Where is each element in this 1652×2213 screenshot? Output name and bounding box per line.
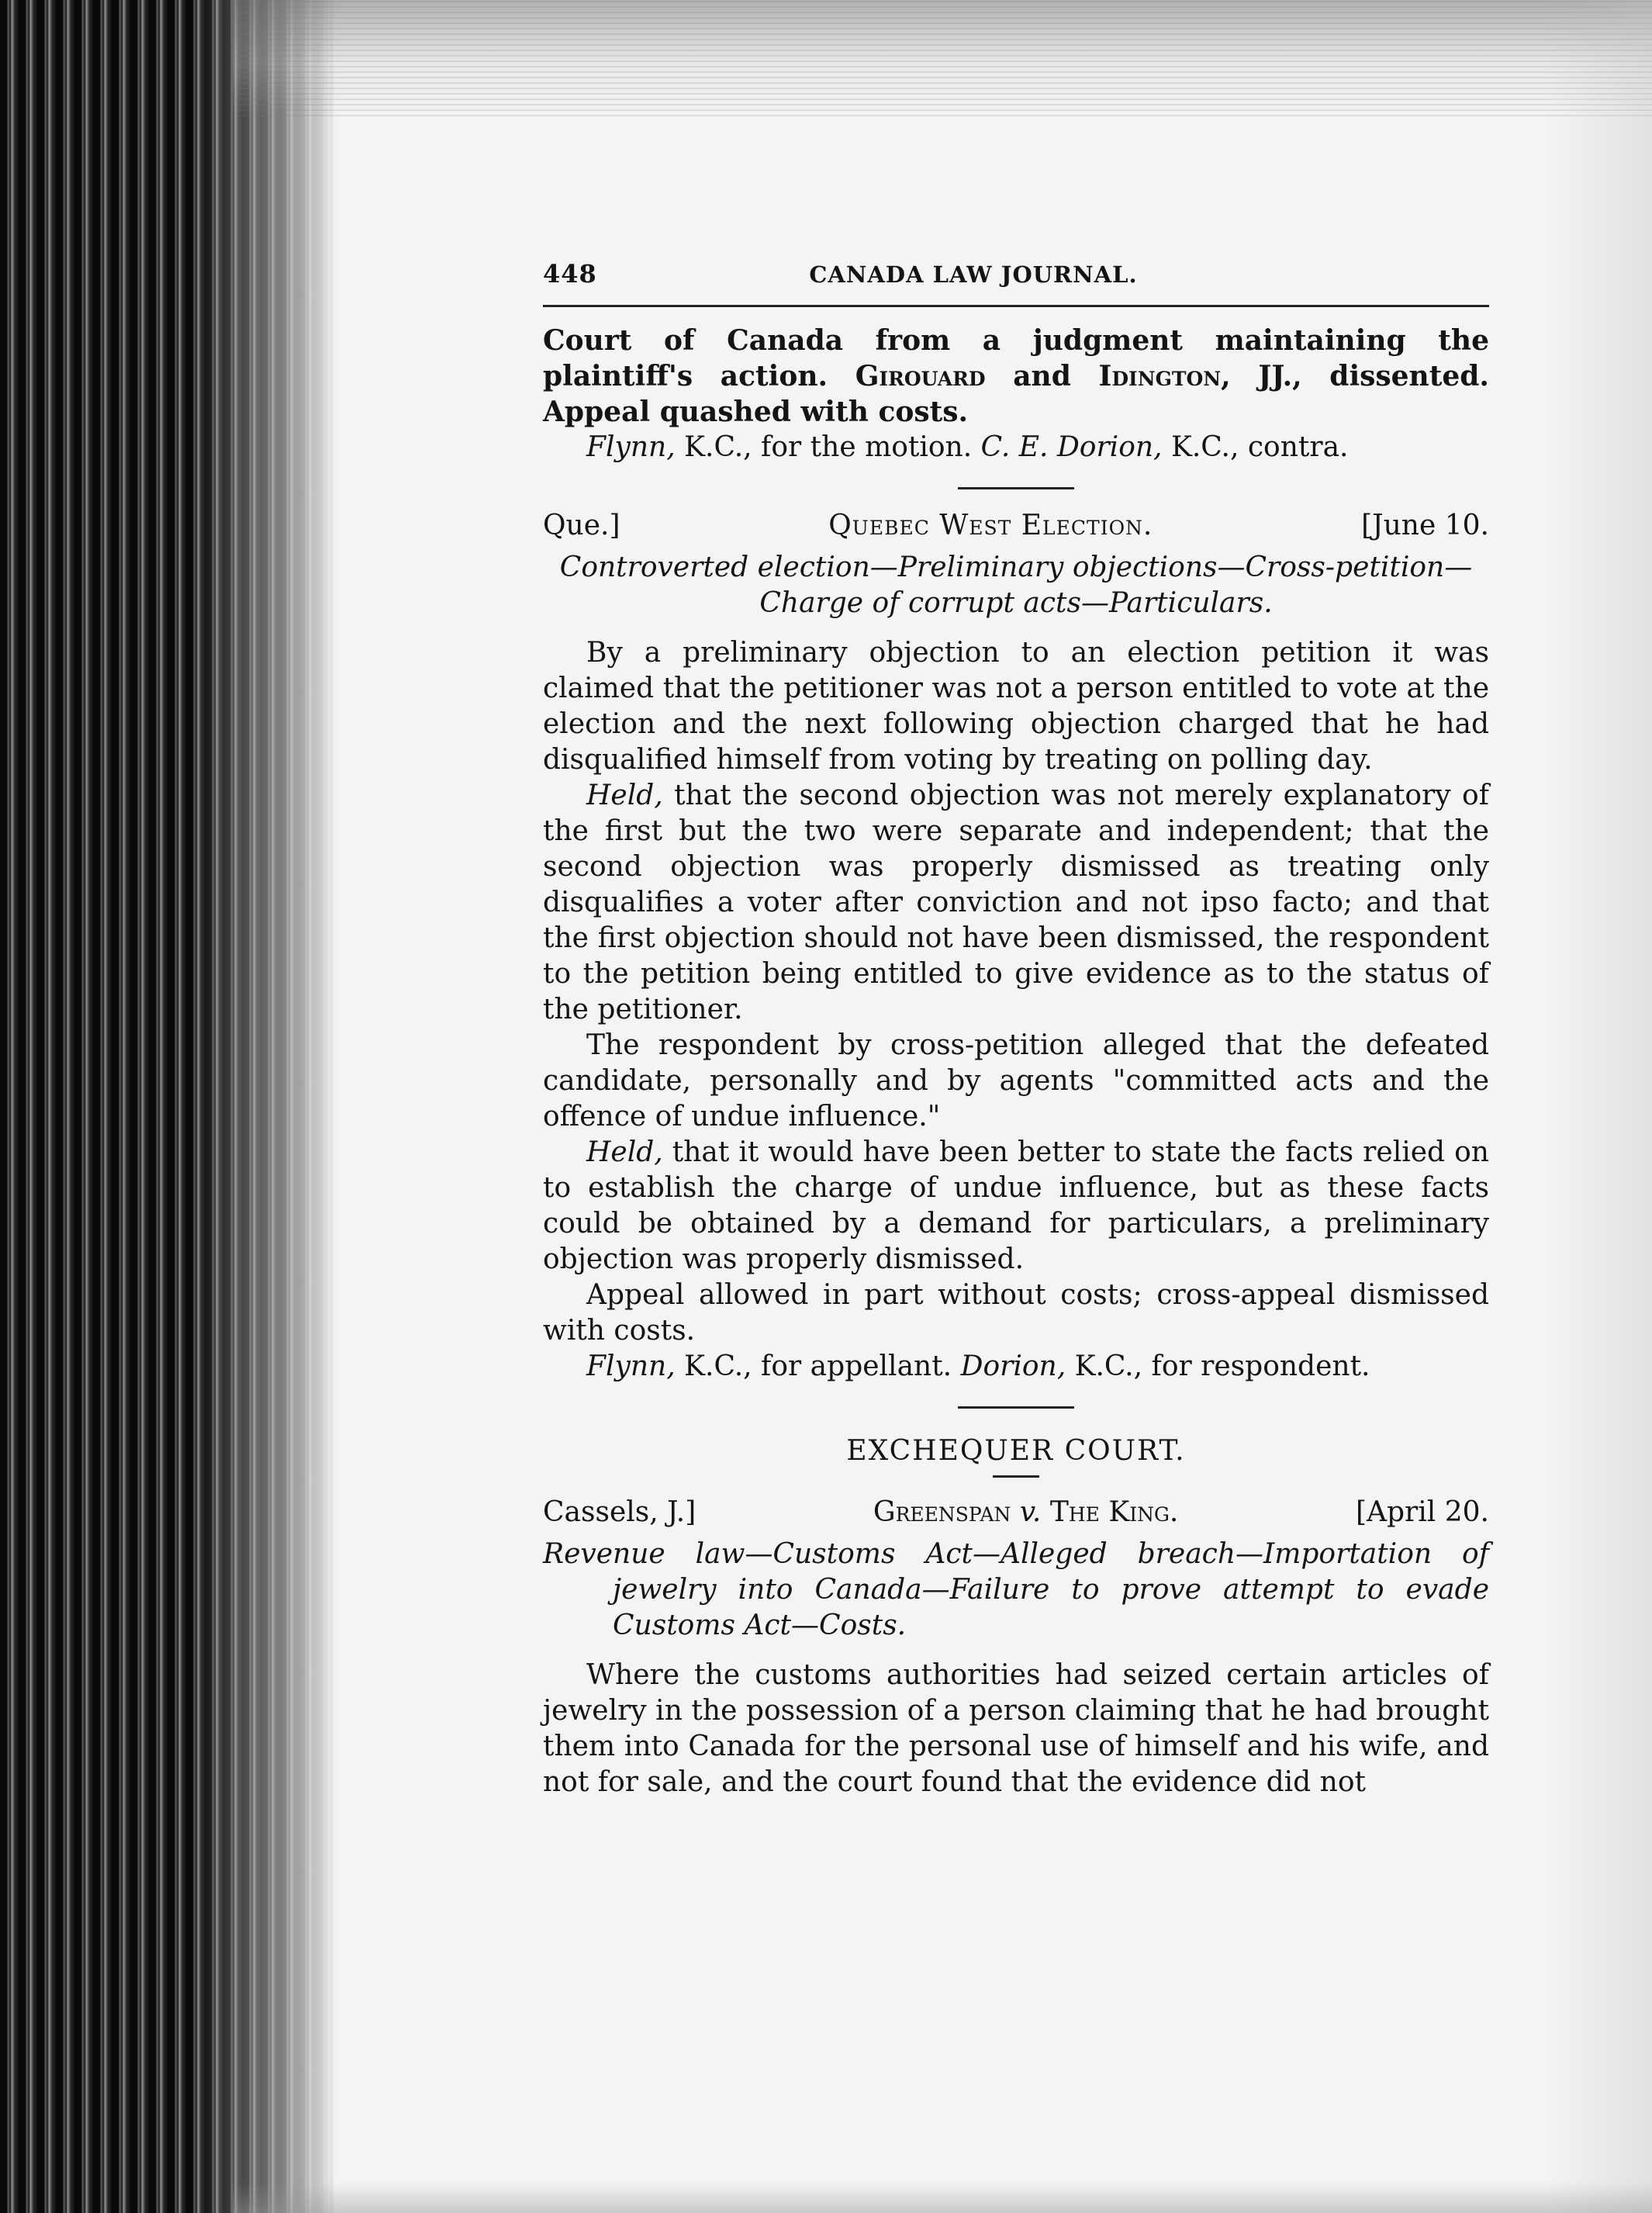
case-1-date: [June 10. — [1361, 510, 1489, 541]
case-1-catchwords-line-1: Controverted election—Preliminary objections—Cross-petition— — [559, 552, 1473, 583]
held-text-1: that the second objection was not merely explanatory of the first but the two were separate and independent; that the second objection was properly dismissed as treating only disqualifies a voter after conviction and not ipso facto; and that the first objection should not have been dismissed, the respondent to the petition being entitled to give evidence as to the status of the petitioner. — [543, 780, 1489, 1025]
case-1-paragraph-cross-petition: The respondent by cross-petition alleged that the defeated candidate, personally and by agents "committed acts and the offence of undue influence." — [543, 1029, 1489, 1132]
journal-title: CANADA LAW JOURNAL. — [809, 261, 1138, 288]
case-1-catchwords-line-2: Charge of corrupt acts—Particulars. — [759, 587, 1273, 619]
scan-right-edge — [1543, 0, 1652, 2213]
counsel-flynn: Flynn, — [586, 431, 676, 463]
page-number: 448 — [543, 259, 597, 289]
case-2-title — [873, 1495, 1179, 1530]
case-divider-rule — [958, 487, 1074, 489]
case-2-date: [April 20. — [1355, 1496, 1489, 1528]
carryover-text-2: , JJ., dissented. Appeal quashed with costs. — [543, 360, 1489, 428]
scan-bottom-edge — [233, 2182, 1652, 2213]
judge-girouard: Girouard — [855, 360, 986, 392]
counsel-dorion-role: K.C., contra. — [1162, 431, 1349, 463]
section-divider-rule — [958, 1406, 1074, 1409]
case-2-court: Cassels, J.] — [543, 1496, 696, 1528]
case-1-paragraph-facts: By a preliminary objection to an election petition it was claimed that the petitioner was not a person entitled to vote at the election and the next following objection charged that he had disqualified himself from voting by treating on polling day. — [543, 637, 1489, 776]
case-2-party-1: Greenspan — [873, 1496, 1011, 1528]
case-2-heading — [543, 1495, 1489, 1530]
section-title: EXCHEQUER COURT. — [846, 1435, 1186, 1467]
counsel-dorion: Dorion, — [960, 1350, 1066, 1382]
counsel-flynn-role: K.C., for the motion. — [675, 431, 981, 463]
case-1-title: Quebec West Election. — [828, 510, 1153, 541]
case-1-disposition: Appeal allowed in part without costs; cross-appeal dismissed with costs. — [543, 1279, 1489, 1347]
case-1-heading — [543, 508, 1489, 544]
case-1-counsel-line — [543, 1349, 1489, 1385]
page-body — [543, 256, 1489, 1800]
carryover-paragraph — [543, 323, 1489, 430]
running-head — [543, 256, 1489, 307]
carryover-text-1: Court of Canada from a judgment maintaining the plaintiff's action. — [543, 324, 1489, 392]
scan-top-noise — [233, 0, 1652, 116]
counsel-flynn-role: K.C., for appellant. — [675, 1350, 961, 1382]
case-2-party-2: The King. — [1049, 1496, 1179, 1528]
judge-idington: Idington — [1098, 360, 1222, 392]
case-1-catchwords — [543, 550, 1489, 621]
case-2-versus: v. — [1019, 1496, 1042, 1528]
held-label: Held, — [586, 780, 663, 811]
counsel-dorion: C. E. Dorion, — [980, 431, 1163, 463]
carryover-counsel-line — [543, 430, 1489, 465]
held-text-2: that it would have been better to state the facts relied on to establish the charge of undue influence, but as these facts could be obtained by a demand for particulars, a preliminary objection was properly dismissed. — [543, 1136, 1489, 1275]
counsel-flynn: Flynn, — [586, 1350, 676, 1382]
scan-gutter-fade — [194, 0, 341, 2213]
case-2-catchwords: Revenue law—Customs Act—Alleged breach—Importation of jewelry into Canada—Failure to prove attempt to evade Customs Act—Costs. — [543, 1538, 1489, 1641]
case-1-court: Que.] — [543, 510, 620, 541]
held-label: Held, — [586, 1136, 663, 1168]
counsel-dorion-role: K.C., for respondent. — [1066, 1350, 1370, 1382]
carryover-and: and — [1013, 360, 1071, 392]
case-2-paragraph-facts: Where the customs authorities had seized certain articles of jewelry in the possession of a person claiming that he had brought them into Canada for the personal use of himself and his wife, and not for sale, and the court found that the evidence did not — [543, 1659, 1489, 1798]
case-1-paragraph-held-2 — [543, 1135, 1489, 1278]
section-title-rule — [993, 1475, 1039, 1478]
case-1-paragraph-held-1 — [543, 778, 1489, 1028]
